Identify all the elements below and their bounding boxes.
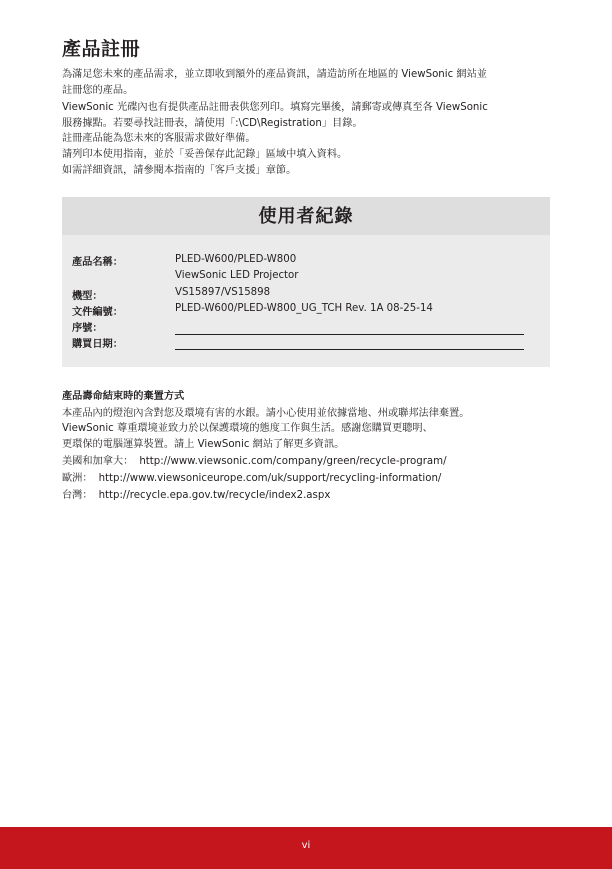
product-name-value-secondary: ViewSonic LED Projector xyxy=(175,270,299,281)
recycling-link-row-europe xyxy=(62,471,552,487)
user-record-heading: 使用者紀錄 xyxy=(62,197,550,235)
intro-line: 如需詳細資訊，請參閱本指南的「客戶支援」章節。 xyxy=(62,164,297,176)
user-record-box xyxy=(62,197,550,367)
disposal-heading: 產品壽命結束時的棄置方式 xyxy=(62,391,185,402)
purchase-date-line xyxy=(175,349,524,350)
disposal-section xyxy=(62,389,552,504)
intro-line: 請列印本使用指南，並於「妥善保存此記錄」區域中填入資料。 xyxy=(62,148,348,160)
footer-bar xyxy=(0,827,612,869)
product-name-value: PLED-W600/PLED-W800 xyxy=(175,254,297,265)
disposal-line: ViewSonic 尊重環境並致力於以保護環境的態度工作與生活。感謝您購買更聰明、 xyxy=(62,423,433,435)
document-number-label: 文件編號： xyxy=(72,307,123,318)
intro-line: 為滿足您未來的產品需求，並立即收到額外的產品資訊，請造訪所在地區的 ViewSonic 網站並 xyxy=(62,69,487,80)
recycling-link-europe[interactable]: http://www.viewsoniceurope.com/uk/support/recycling-information/ xyxy=(98,472,442,484)
serial-number-label: 序號： xyxy=(72,323,103,334)
region-label-europe: 歐洲： xyxy=(62,472,93,484)
intro-text xyxy=(62,67,552,178)
serial-number-line xyxy=(175,334,524,335)
recycling-link-row-us xyxy=(62,454,552,470)
intro-line: 註冊您的產品。 xyxy=(62,84,134,96)
intro-line: ViewSonic 光碟內也有提供產品註冊表供您列印。填寫完畢後，請郵寄或傳真至各 ViewSonic xyxy=(62,102,488,114)
document-number-value: PLED-W600/PLED-W800_UG_TCH Rev. 1A 08-25-14 xyxy=(175,303,433,314)
page-title: 產品註冊 xyxy=(62,38,141,60)
recycling-link-us-canada[interactable]: http://www.viewsonic.com/company/green/recycle-program/ xyxy=(139,455,447,467)
intro-line: 註冊產品能為您未來的客服需求做好準備。 xyxy=(62,133,256,145)
disposal-line: 更環保的電腦運算裝置。請上 ViewSonic 網站了解更多資訊。 xyxy=(62,438,345,450)
page-number: vi xyxy=(301,840,311,851)
product-name-label: 產品名稱： xyxy=(72,257,123,268)
recycling-link-taiwan[interactable]: http://recycle.epa.gov.tw/recycle/index2.aspx xyxy=(98,490,331,502)
recycling-link-row-taiwan xyxy=(62,488,552,504)
purchase-date-label: 購買日期： xyxy=(72,339,123,350)
disposal-line: 本產品內的燈泡內含對您及環境有害的水銀。請小心使用並依據當地、州或聯邦法律棄置。 xyxy=(62,407,470,419)
intro-line: 服務據點。若要尋找註冊表，請使用「:\CD\Registration」目錄。 xyxy=(62,117,363,129)
region-label-taiwan: 台灣： xyxy=(62,490,93,502)
model-value: VS15897/VS15898 xyxy=(175,287,271,298)
region-label-us-canada: 美國和加拿大： xyxy=(62,455,134,467)
model-label: 機型： xyxy=(72,291,103,302)
